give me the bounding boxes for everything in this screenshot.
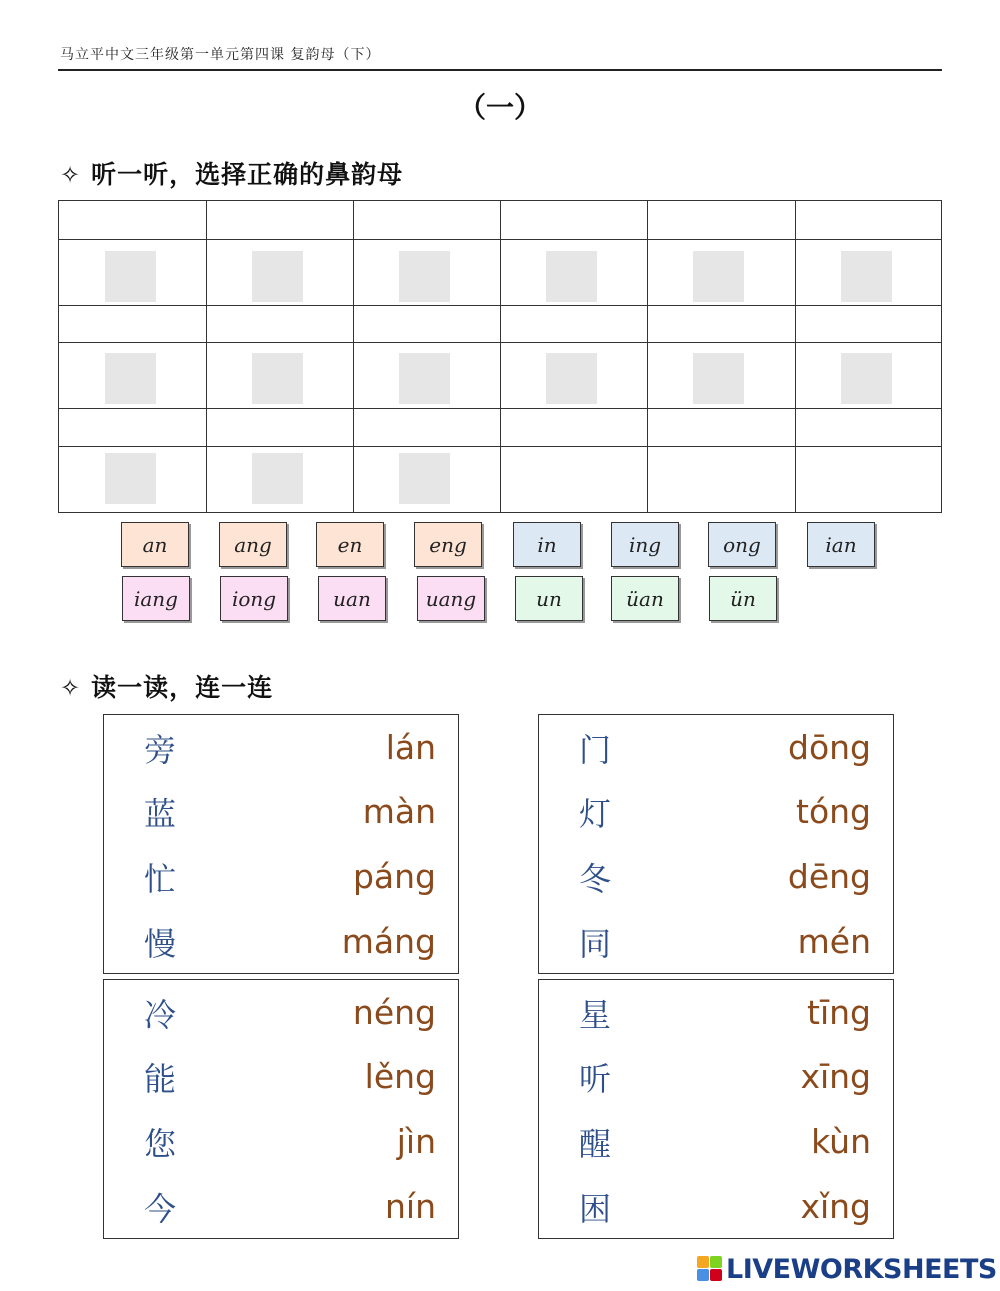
worksheet-header: 马立平中文三年级第一单元第四课 复韵母（下） [60,47,381,63]
tile-iong[interactable]: iong [220,576,288,621]
drop-target[interactable] [399,453,450,504]
hanzi-item[interactable]: 同 [579,925,612,963]
drop-target[interactable] [841,353,892,404]
match-group [538,979,894,1239]
drop-target[interactable] [546,251,597,302]
hanzi-item[interactable]: 今 [144,1190,177,1228]
tile-üan[interactable]: üan [611,576,679,621]
pinyin-item[interactable]: dēng [787,857,871,896]
tile-uang[interactable]: uang [417,576,485,621]
brand-name: LIVEWORKSHEETS [726,1253,997,1285]
pinyin-item[interactable]: páng [352,857,436,896]
hanzi-item[interactable]: 星 [579,996,612,1034]
drop-target[interactable] [399,353,450,404]
tile-ong[interactable]: ong [708,522,776,567]
hanzi-item[interactable]: 冷 [144,996,177,1034]
drop-target[interactable] [105,251,156,302]
grid-column-divider [795,201,796,512]
answer-grid [58,200,942,513]
pinyin-item[interactable]: mén [797,922,871,961]
pinyin-item[interactable]: jìn [396,1122,436,1161]
hanzi-item[interactable]: 门 [579,731,612,769]
drop-target[interactable] [252,251,303,302]
drop-target[interactable] [693,251,744,302]
match-group [103,979,459,1239]
tile-un[interactable]: un [515,576,583,621]
pinyin-item[interactable]: nín [385,1187,436,1226]
hanzi-item[interactable]: 灯 [579,795,612,833]
drop-target[interactable] [252,453,303,504]
hanzi-item[interactable]: 旁 [144,731,177,769]
pinyin-item[interactable]: xīng [800,1057,871,1096]
section-number: （一） [457,91,542,124]
tile-en[interactable]: en [316,522,384,567]
hanzi-item[interactable]: 困 [579,1190,612,1228]
sparkle-icon: ✧ [60,161,82,189]
hanzi-item[interactable]: 慢 [144,925,177,963]
header-divider [58,69,942,71]
pinyin-item[interactable]: dōng [788,728,871,767]
drop-target[interactable] [399,251,450,302]
hanzi-item[interactable]: 蓝 [144,795,177,833]
match-group [538,714,894,974]
hanzi-item[interactable]: 听 [579,1060,612,1098]
pinyin-item[interactable]: xǐng [800,1187,871,1226]
pinyin-item[interactable]: lěng [364,1057,436,1096]
grid-column-divider [500,201,501,512]
tile-in[interactable]: in [513,522,581,567]
section2-title: 读一读，连一连 [91,673,274,702]
tile-ang[interactable]: ang [219,522,287,567]
grid-column-divider [206,201,207,512]
pinyin-item[interactable]: lán [385,728,436,767]
match-group [103,714,459,974]
grid-column-divider [647,201,648,512]
pinyin-item[interactable]: màn [362,792,436,831]
drop-target[interactable] [841,251,892,302]
pinyin-item[interactable]: néng [352,993,436,1032]
tile-ian[interactable]: ian [807,522,875,567]
pinyin-item[interactable]: tīng [807,993,871,1032]
tile-ün[interactable]: ün [709,576,777,621]
brand-logo-icon [697,1256,723,1282]
grid-column-divider [353,201,354,512]
tile-an[interactable]: an [121,522,189,567]
drop-target[interactable] [105,453,156,504]
section2-heading [60,668,273,704]
drop-target[interactable] [252,353,303,404]
hanzi-item[interactable]: 冬 [579,860,612,898]
pinyin-item[interactable]: máng [341,922,436,961]
tile-iang[interactable]: iang [122,576,190,621]
drop-target[interactable] [693,353,744,404]
sparkle-icon: ✧ [60,674,82,702]
tile-uan[interactable]: uan [318,576,386,621]
hanzi-item[interactable]: 醒 [579,1125,612,1163]
pinyin-item[interactable]: tóng [796,792,871,831]
tile-eng[interactable]: eng [414,522,482,567]
section1-heading [60,155,403,191]
tile-ing[interactable]: ing [611,522,679,567]
pinyin-item[interactable]: kùn [811,1122,871,1161]
drop-target[interactable] [105,353,156,404]
liveworksheets-logo [697,1252,997,1286]
hanzi-item[interactable]: 能 [144,1060,177,1098]
section1-title: 听一听，选择正确的鼻韵母 [91,160,404,189]
hanzi-item[interactable]: 忙 [144,860,177,898]
drop-target[interactable] [546,353,597,404]
hanzi-item[interactable]: 您 [144,1125,177,1163]
